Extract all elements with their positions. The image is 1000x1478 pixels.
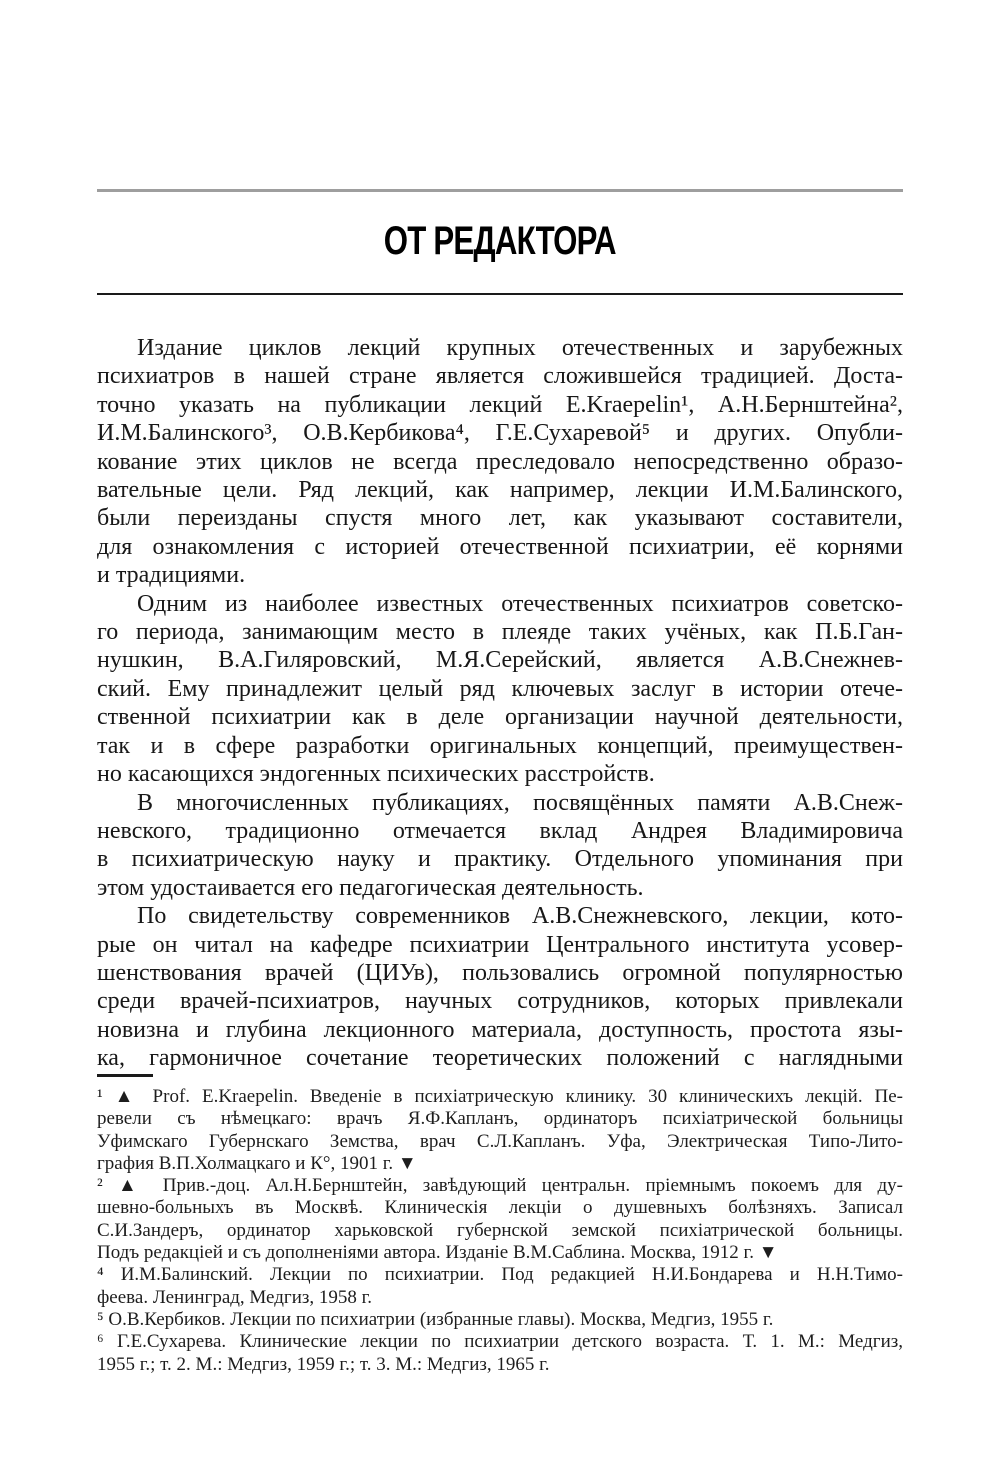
text-line: вательные цели. Ряд лекций, как например, лекции И.М.Балинского, (97, 477, 903, 504)
footnote (97, 1264, 903, 1309)
text-line: феева. Ленинград, Медгиз, 1958 г. (97, 1286, 373, 1308)
text-line: в психиатрическую науку и практику. Отдельного упоминания при (97, 846, 903, 873)
paragraph (97, 902, 903, 1072)
text-line: 1955 г.; т. 2. М.: Медгиз, 1959 г.; т. 3. М.: Медгиз, 1965 г. (97, 1353, 550, 1375)
text-line: но касающихся эндогенных психических расстройств. (97, 761, 655, 788)
footnote (97, 1175, 903, 1264)
text-line: Одним из наиболее известных отечественных психиатров советско- (137, 590, 903, 617)
text-line: ¹ ▲ Prof. E.Kraepelin. Введеніе в психіатрическую клинику. 30 клиническихъ лекцій. Пе- (97, 1086, 903, 1107)
text-line: ревели съ нѣмецкаго: врачъ Я.Ф.Капланъ, ординаторъ психіатрической больницы (97, 1108, 903, 1130)
body-text (97, 334, 903, 1073)
text-line: С.И.Зандеръ, ординатор харьковской губернской земской психіатрической больницы. (97, 1219, 903, 1241)
text-line: Подъ редакціей и съ дополненіями автора. Изданіе В.М.Саблина. Москва, 1912 г. ▼ (97, 1242, 778, 1264)
footnote (97, 1331, 903, 1376)
text-line: ⁵ О.В.Кербиков. Лекции по психиатрии (избранные главы). Москва, Медгиз, 1955 г. (97, 1308, 774, 1330)
text-line: этом удостаивается его педагогическая деятельность. (97, 874, 644, 901)
text-line: шенствования врачей (ЦИУв), пользовались огромной популярностью (97, 959, 903, 986)
text-line: были переизданы спустя много лет, как указывают составители, (97, 505, 903, 532)
text-line: новизна и глубина лекционного материала, доступность, простота язы- (97, 1016, 903, 1043)
header-rule-bottom (97, 293, 903, 295)
text-line: Уфимскаго Губернскаго Земства, врач С.Л.Капланъ. Уфа, Электрическая Типо-Лито- (97, 1130, 903, 1152)
text-line: В многочисленных публикациях, посвящённых памяти А.В.Снеж- (137, 789, 903, 816)
footnote-separator-rule (97, 1074, 153, 1077)
header-rule-top (97, 189, 903, 192)
text-line: ка, гармоничное сочетание теоретических положений с наглядными (97, 1045, 903, 1072)
footnote (97, 1309, 903, 1331)
page-title: ОТ РЕДАКТОРА (383, 219, 616, 263)
text-line: кование этих циклов не всегда преследовало непосредственно образо- (97, 448, 903, 475)
paragraph (97, 590, 903, 789)
text-line: для ознакомления с историей отечественной психиатрии, её корнями (97, 533, 903, 560)
text-line: и традициями. (97, 562, 246, 589)
text-line: ⁴ И.М.Балинский. Лекции по психиатрии. Под редакцией Н.И.Бондарева и Н.Н.Тимо- (97, 1264, 903, 1286)
text-line: невского, традиционно отмечается вклад Андрея Владимировича (97, 817, 903, 844)
text-line: среди врачей-психиатров, научных сотрудников, которых привлекали (97, 988, 903, 1015)
text-line: По свидетельству современников А.В.Снежневского, лекции, кото- (137, 903, 903, 930)
text-line: го периода, занимающим место в плеяде таких учёных, как П.Б.Ган- (97, 619, 903, 646)
text-line: рые он читал на кафедре психиатрии Центрального института усовер- (97, 931, 903, 958)
paragraph (97, 334, 903, 590)
text-line: психиатров в нашей стране является сложившейся традицией. Доста- (97, 363, 903, 390)
paragraph (97, 789, 903, 903)
footnotes (97, 1086, 903, 1376)
footnote (97, 1086, 903, 1175)
text-line: точно указать на публикации лекций E.Kraepelin¹, А.Н.Бернштейна², (97, 391, 903, 418)
text-line: ⁶ Г.Е.Сухарева. Клинические лекции по психиатрии детского возраста. Т. 1. М.: Медгиз, (97, 1331, 903, 1353)
page-title-row (0, 219, 1000, 264)
text-line: ственной психиатрии как в деле организации научной деятельности, (97, 704, 903, 731)
text-line: ² ▲ Прив.-доц. Ал.Н.Бернштейн, завѣдующий центральн. пріемнымъ покоемъ для ду- (97, 1175, 903, 1197)
text-line: графия В.П.Холмацкаго и К°, 1901 г. ▼ (97, 1152, 417, 1174)
text-line: ский. Ему принадлежит целый ряд ключевых заслуг в истории отече- (97, 675, 903, 702)
text-line: Издание циклов лекций крупных отечественных и зарубежных (137, 335, 903, 361)
text-line: И.М.Балинского³, О.В.Кербикова⁴, Г.Е.Сухаревой⁵ и других. Опубли- (97, 420, 903, 447)
text-line: нушкин, В.А.Гиляровский, М.Я.Серейский, является А.В.Снежнев- (97, 647, 903, 674)
text-line: шевно-больныхъ въ Москвѣ. Клиническія лекціи о душевныхъ болѣзняхъ. Записал (97, 1197, 903, 1219)
text-line: так и в сфере разработки оригинальных концепций, преимуществен- (97, 732, 903, 759)
